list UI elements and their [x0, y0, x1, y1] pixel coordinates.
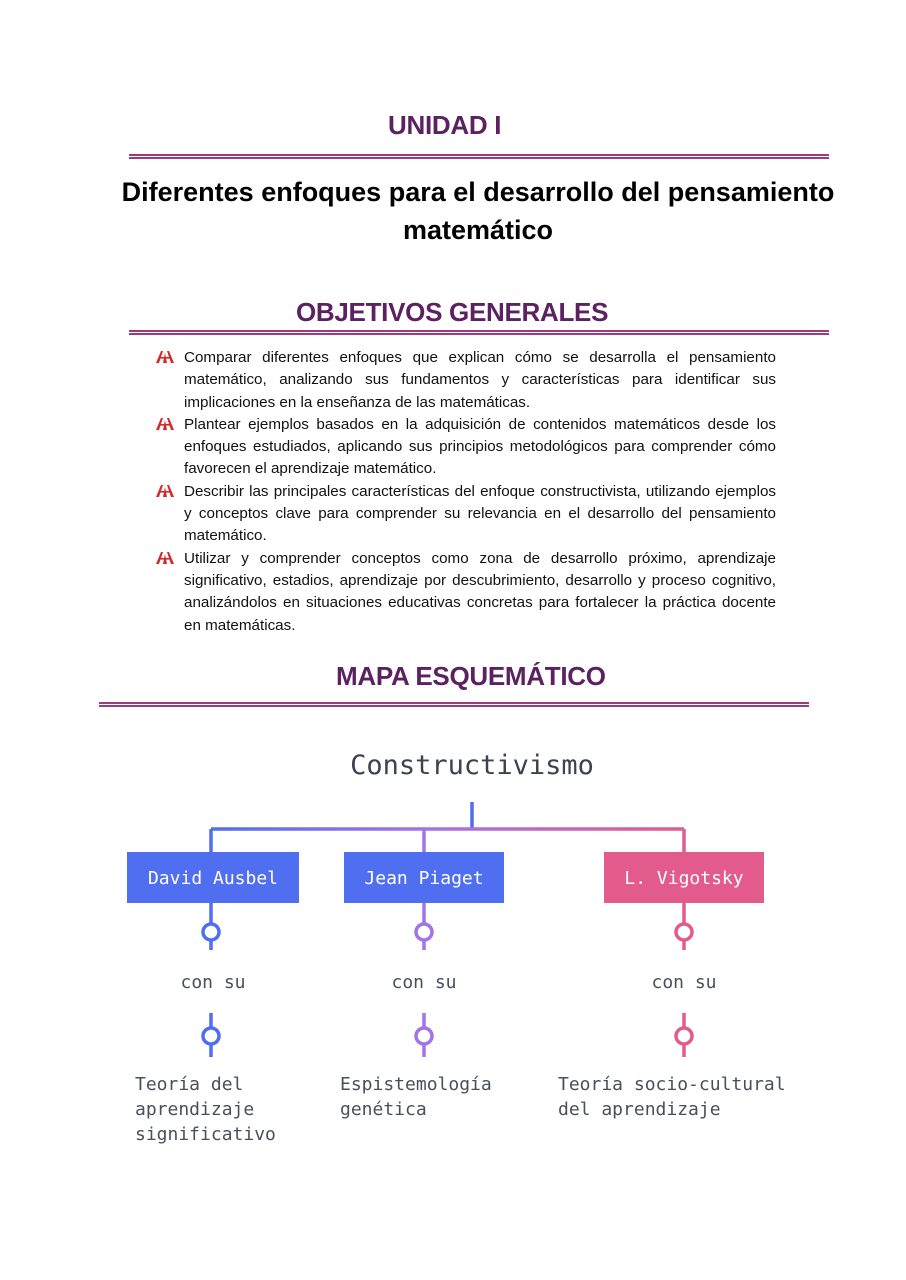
bullet-icon [156, 551, 174, 565]
theory-line: aprendizaje [135, 1099, 255, 1120]
author-label-ausbel: David Ausbel [147, 868, 279, 889]
objective-text: Comparar diferentes enfoques que explican cómo se desarrolla el pensamiento matemático, analizando sus fundamentos y características para identificar sus implicaciones en la enseñanza de las matemáticas. [184, 349, 776, 411]
link-label-piaget: con su [391, 972, 457, 993]
concept-map [0, 730, 906, 1080]
map-divider [99, 702, 809, 707]
objective-item [156, 548, 776, 637]
connector-dot [676, 924, 692, 940]
connector-dot [203, 924, 219, 940]
map-root-label: Constructivismo [350, 750, 594, 781]
theory-line: Teoría del [135, 1074, 244, 1095]
theory-line: del aprendizaje [558, 1099, 721, 1120]
link-label-vigotsky: con su [651, 972, 717, 993]
link-label-ausbel: con su [180, 972, 246, 993]
page-title: Diferentes enfoques para el desarrollo del pensamiento matemático [121, 177, 835, 245]
bullet-icon [156, 417, 174, 431]
connector-dot [416, 924, 432, 940]
theory-ausbel [135, 1072, 276, 1147]
objectives-list [156, 347, 776, 637]
objective-text: Describir las principales características del enfoque constructivista, utilizando ejemplos y conceptos clave para comprender su relevancia en el desarrollo del pensamiento matemático. [184, 482, 776, 545]
objective-item [156, 414, 776, 481]
branch-ausbel [127, 852, 299, 1057]
unit-divider [129, 154, 829, 159]
objective-item [156, 347, 776, 414]
theory-line: Teoría socio-cultural [558, 1074, 786, 1095]
objective-item [156, 481, 776, 548]
objectives-heading: OBJETIVOS GENERALES [296, 297, 609, 327]
bullet-icon [156, 350, 174, 364]
theory-line: genética [340, 1099, 427, 1120]
connector-dot [676, 1028, 692, 1044]
theory-line: significativo [135, 1124, 276, 1145]
connector-dot [416, 1028, 432, 1044]
map-heading: MAPA ESQUEMÁTICO [336, 661, 606, 691]
theory-vigotsky [558, 1072, 786, 1122]
author-label-vigotsky: L. Vigotsky [624, 868, 744, 889]
branch-vigotsky [604, 852, 764, 1057]
objectives-divider [129, 330, 829, 335]
bullet-icon [156, 484, 174, 498]
objective-text: Plantear ejemplos basados en la adquisición de contenidos matemáticos desde los enfoques estudiados, aplicando sus principios metodológicos para comprender cómo favorecen el aprendizaje matemático. [184, 415, 776, 478]
connector-dot [203, 1028, 219, 1044]
branch-piaget [344, 852, 504, 1057]
unit-title: UNIDAD I [388, 110, 502, 140]
theory-line: Espistemología [340, 1074, 492, 1095]
author-label-piaget: Jean Piaget [364, 868, 484, 889]
objective-text: Utilizar y comprender conceptos como zona de desarrollo próximo, aprendizaje significativo, estadios, aprendizaje por descubrimiento, desarrollo y proceso cognitivo, analizándolos en situaciones educativas concretas para fortalecer la práctica docente en matemáticas. [184, 549, 776, 634]
theory-piaget [340, 1072, 492, 1122]
